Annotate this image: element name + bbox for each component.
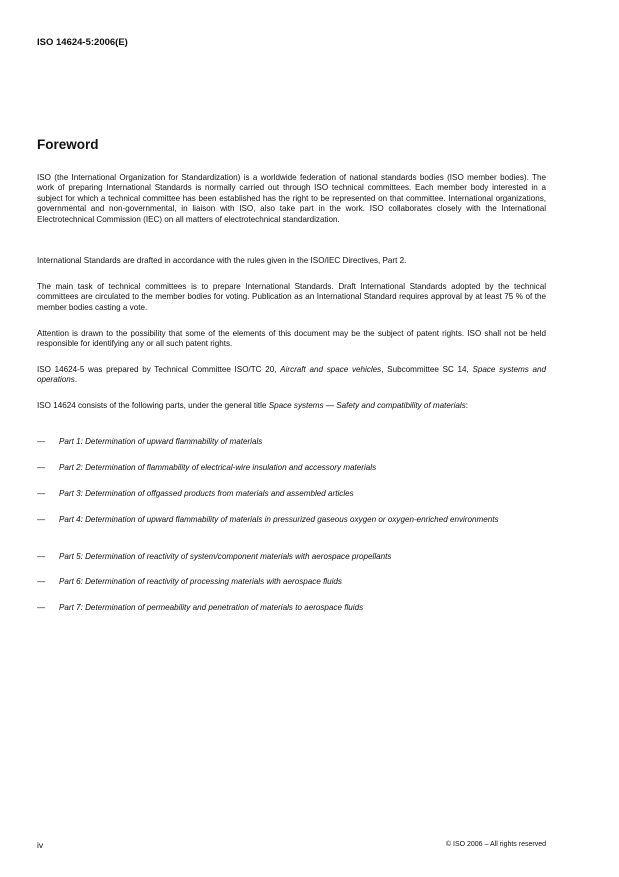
dash: — — [37, 577, 46, 586]
list-item — [37, 463, 546, 473]
list-item — [37, 603, 546, 613]
part-title: Part 4: Determination of upward flammability of materials in pressurized gaseous oxygen or oxygen-enriched environments — [59, 515, 499, 524]
committee-name: Aircraft and space vehicles — [280, 365, 382, 374]
dash: — — [37, 552, 46, 561]
text: : — [465, 401, 468, 410]
paragraph-iso-intro: ISO (the International Organization for Standardization) is a worldwide federation of national standards bodies (ISO member bodies). The work of preparing International Standards is normally carried out through ISO technical committees. Each member body interested in a subject for which a technical committee has been established has the right to be represented on that committee. International organizations, governmental and non-governmental, in liaison with ISO, also take part in the work. ISO collaborates closely with the International Electrotechnical Commission (IEC) on all matters of electrotechnical standardization. — [37, 173, 546, 224]
document-id-header: ISO 14624-5:2006(E) — [37, 37, 128, 48]
dash: — — [37, 603, 46, 612]
list-item — [37, 552, 546, 562]
part-title: Part 7: Determination of permeability and penetration of materials to aerospace fluids — [59, 603, 364, 612]
part-title: Part 5: Determination of reactivity of system/component materials with aerospace propellants — [59, 552, 392, 561]
dash: — — [37, 463, 46, 472]
paragraph-drafting-rules: International Standards are drafted in accordance with the rules given in the ISO/IEC Directives, Part 2. — [37, 256, 407, 265]
dash: — — [37, 437, 46, 446]
paragraph-parts-intro — [37, 401, 546, 411]
dash: — — [37, 515, 46, 524]
text: , Subcommittee SC 14, — [381, 365, 473, 374]
paragraph-patent-notice: Attention is drawn to the possibility that some of the elements of this document may be the subject of patent rights. ISO shall not be held responsible for identifying any or all such patent rights. — [37, 329, 546, 349]
text: . — [74, 375, 78, 385]
list-item — [37, 437, 546, 447]
part-title: Part 1: Determination of upward flammability of materials — [59, 437, 263, 446]
paragraph-main-task: The main task of technical committees is to prepare International Standards. Draft International Standards adopted by the technical committees are circulated to the member bodies for voting. Publication as an International Standard requires approval by at least 75 % of the member bodies casting a vote. — [37, 282, 546, 312]
part-title: Part 2: Determination of flammability of electrical-wire insulation and accessory materials — [59, 463, 377, 472]
list-item — [37, 489, 546, 499]
list-item — [37, 515, 546, 525]
part-title: Part 3: Determination of offgassed products from materials and assembled articles — [59, 489, 354, 498]
dash: — — [37, 489, 46, 498]
text: ISO 14624 consists of the following parts, under the general title — [37, 401, 269, 410]
page-number: iv — [37, 840, 44, 850]
subcommittee-name: Space systems and operations — [37, 365, 546, 385]
copyright-notice: © ISO 2006 – All rights reserved — [445, 841, 546, 848]
list-item — [37, 577, 546, 587]
paragraph-prepared-by — [37, 365, 546, 386]
part-title: Part 6: Determination of reactivity of processing materials with aerospace fluids — [59, 577, 342, 586]
page-title: Foreword — [37, 137, 99, 152]
general-title: Space systems — Safety and compatibility of materials — [268, 401, 466, 410]
text: ISO 14624-5 was prepared by Technical Committee ISO/TC 20, — [37, 365, 281, 374]
